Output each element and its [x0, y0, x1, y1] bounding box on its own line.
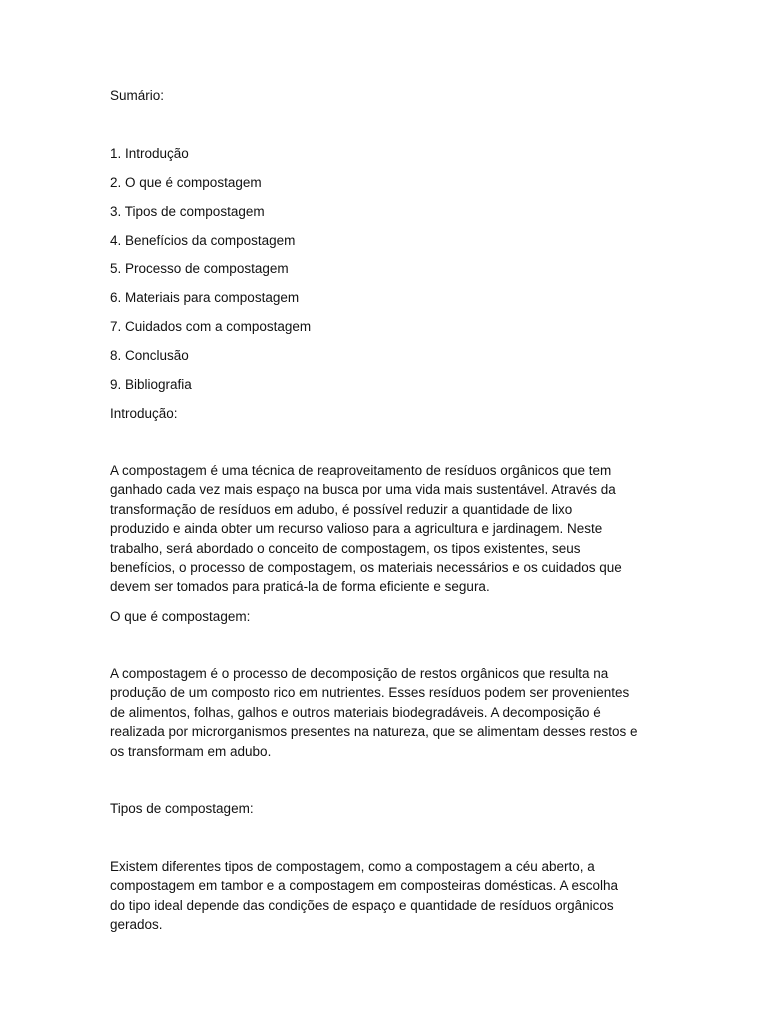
paragraph-line: produzido e ainda obter um recurso valioso para a agricultura e jardinagem. Neste	[110, 521, 603, 537]
types-heading: Tipos de compostagem:	[110, 801, 254, 816]
paragraph-line: transformação de resíduos em adubo, é possível reduzir a quantidade de lixo	[110, 501, 573, 517]
paragraph-line: A compostagem é uma técnica de reaproveitamento de resíduos orgânicos que tem	[110, 463, 612, 478]
toc-item-9: 9. Bibliografia	[110, 377, 192, 392]
paragraph-line: devem ser tomados para praticá-la de forma eficiente e segura.	[110, 579, 490, 595]
paragraph-line: produção de um composto rico em nutrientes. Esses resíduos podem ser provenientes	[110, 685, 630, 701]
paragraph-line: gerados.	[110, 917, 163, 933]
paragraph-line: os transformam em adubo.	[110, 743, 272, 759]
paragraph-line: de alimentos, folhas, galhos e outros materiais biodegradáveis. A decomposição é	[110, 704, 601, 720]
paragraph-line: compostagem em tambor e a compostagem em composteiras domésticas. A escolha	[110, 878, 618, 894]
paragraph-line: A compostagem é o processo de decomposição de restos orgânicos que resulta na	[110, 666, 609, 681]
summary-heading: Sumário:	[110, 88, 165, 103]
what-heading: O que é compostagem:	[110, 609, 251, 624]
what-paragraph	[110, 664, 670, 761]
paragraph-line: trabalho, será abordado o conceito de compostagem, os tipos existentes, seus	[110, 540, 581, 556]
toc-item-6: 6. Materiais para compostagem	[110, 290, 300, 305]
toc-item-2: 2. O que é compostagem	[110, 175, 262, 190]
toc-item-7: 7. Cuidados com a compostagem	[110, 319, 312, 334]
intro-heading: Introdução:	[110, 406, 178, 421]
toc-item-8: 8. Conclusão	[110, 348, 189, 363]
types-paragraph	[110, 857, 670, 935]
toc-item-5: 5. Processo de compostagem	[110, 261, 289, 276]
paragraph-line: realizada por microrganismos presentes na natureza, que se alimentam desses restos e	[110, 724, 638, 740]
intro-paragraph	[110, 461, 670, 597]
toc-item-1: 1. Introdução	[110, 146, 189, 161]
toc-item-4: 4. Benefícios da compostagem	[110, 233, 296, 248]
paragraph-line: Existem diferentes tipos de compostagem, como a compostagem a céu aberto, a	[110, 859, 595, 874]
toc-item-3: 3. Tipos de compostagem	[110, 204, 265, 219]
paragraph-line: benefícios, o processo de compostagem, os materiais necessários e os cuidados que	[110, 560, 622, 576]
paragraph-line: ganhado cada vez mais espaço na busca por uma vida mais sustentável. Através da	[110, 482, 616, 498]
paragraph-line: do tipo ideal depende das condições de espaço e quantidade de resíduos orgânicos	[110, 897, 614, 913]
